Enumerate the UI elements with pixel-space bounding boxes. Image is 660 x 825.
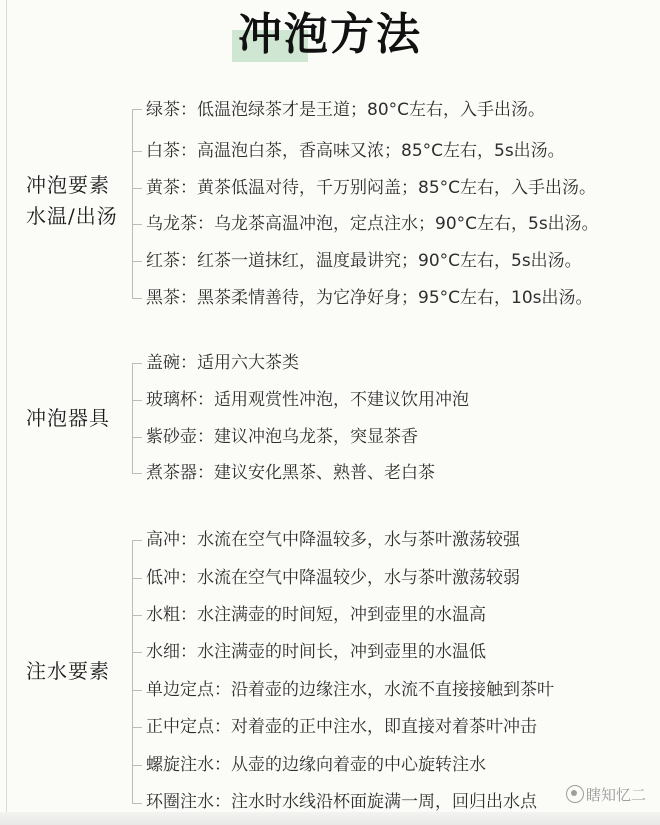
bracket-tick <box>132 224 142 225</box>
bracket-tick <box>132 261 142 262</box>
list-item: 乌龙茶：乌龙茶高温冲泡，定点注水；90°C左右，5s出汤。 <box>146 214 599 234</box>
bracket-tick <box>132 690 142 691</box>
list-item: 黑茶：黑茶柔情善待，为它净好身；95°C左右，10s出汤。 <box>146 288 593 308</box>
list-item: 红茶：红茶一道抹红，温度最讲究；90°C左右，5s出汤。 <box>146 251 582 271</box>
bracket-tick <box>132 578 142 579</box>
section-bracket <box>132 109 133 299</box>
list-item: 玻璃杯：适用观赏性冲泡，不建议饮用冲泡 <box>146 390 469 410</box>
bottom-edge-shadow <box>0 812 660 825</box>
bracket-tick <box>132 652 142 653</box>
bracket-tick <box>132 803 142 804</box>
bracket-tick <box>132 151 142 152</box>
section-label-line2: 水温/出汤 <box>26 204 118 228</box>
list-item: 单边定点：沿着壶的边缘注水，水流不直接接触到茶叶 <box>146 680 554 700</box>
bracket-tick <box>132 727 142 728</box>
section-label-line1: 冲泡要素 <box>26 173 110 197</box>
list-item: 紫砂壶：建议冲泡乌龙茶，突显茶香 <box>146 427 418 447</box>
page-left-border <box>6 0 7 825</box>
section-label-line1: 冲泡器具 <box>26 406 110 430</box>
page-title: 冲泡方法 <box>238 9 422 60</box>
bracket-tick <box>132 188 142 189</box>
watermark-logo-icon <box>566 785 584 803</box>
list-item: 水粗：水注满壶的时间短，冲到壶里的水温高 <box>146 605 486 625</box>
bracket-tick <box>132 400 142 401</box>
bracket-tick <box>132 615 142 616</box>
list-item: 低冲：水流在空气中降温较少，水与茶叶激荡较弱 <box>146 568 520 588</box>
list-item: 黄茶：黄茶低温对待，千万别闷盖；85°C左右，入手出汤。 <box>146 178 597 198</box>
list-item: 煮茶器：建议安化黑茶、熟普、老白茶 <box>146 463 435 483</box>
list-item: 绿茶：低温泡绿茶才是王道；80°C左右，入手出汤。 <box>146 100 546 120</box>
bracket-tick <box>132 473 142 474</box>
watermark-text: 瞎知忆二 <box>586 786 647 804</box>
watermark <box>566 782 656 808</box>
list-item: 高冲：水流在空气中降温较多，水与茶叶激荡较强 <box>146 530 520 550</box>
section-bracket <box>132 363 133 473</box>
bracket-tick <box>132 437 142 438</box>
bracket-tick <box>132 109 142 110</box>
bracket-tick <box>132 765 142 766</box>
bracket-tick <box>132 298 142 299</box>
list-item: 正中定点：对着壶的正中注水，即直接对着茶叶冲击 <box>146 717 537 737</box>
bracket-tick <box>132 540 142 541</box>
section-bracket <box>132 540 133 803</box>
list-item: 环圈注水：注水时水线沿杯面旋满一周，回归出水点 <box>146 792 537 812</box>
section-label-line1: 注水要素 <box>26 659 110 683</box>
bracket-tick <box>132 363 142 364</box>
list-item: 白茶：高温泡白茶，香高味又浓；85°C左右，5s出汤。 <box>146 141 565 161</box>
list-item: 螺旋注水：从壶的边缘向着壶的中心旋转注水 <box>146 755 486 775</box>
list-item: 水细：水注满壶的时间长，冲到壶里的水温低 <box>146 642 486 662</box>
list-item: 盖碗：适用六大茶类 <box>146 353 299 373</box>
title-block <box>0 6 660 64</box>
